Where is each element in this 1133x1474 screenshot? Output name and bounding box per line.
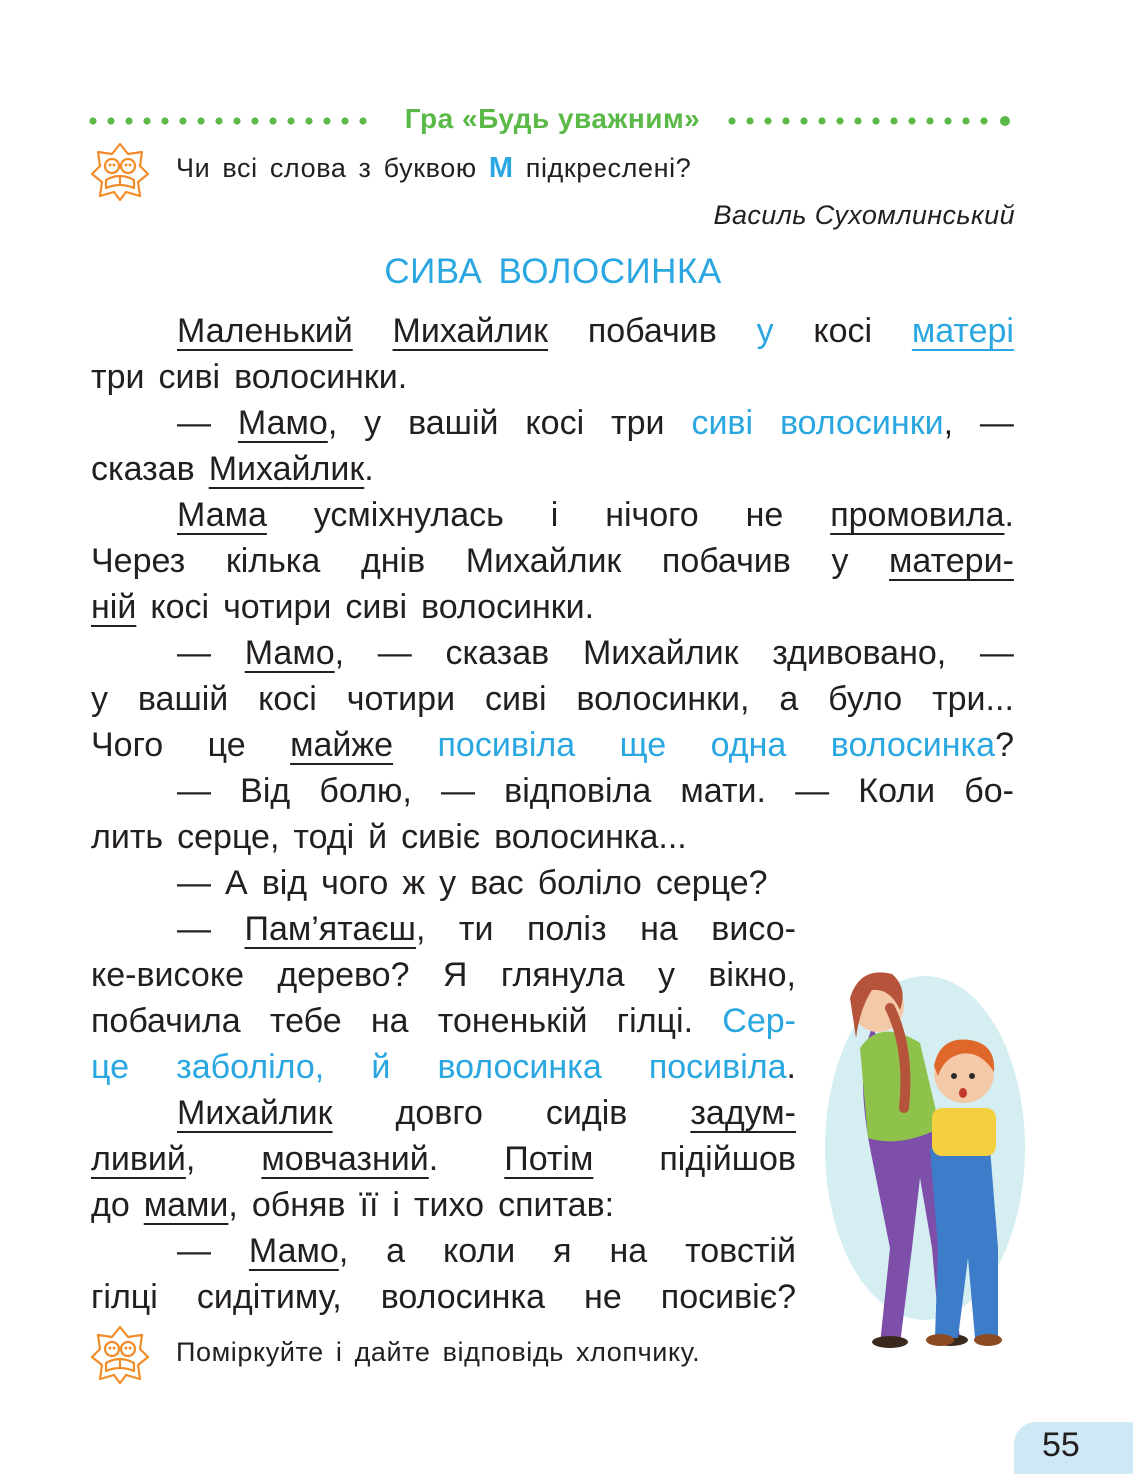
story-word: сидів [545,1094,628,1132]
story-word: вашій [137,680,229,718]
story-word: тихо [413,1186,485,1224]
story-word: спитав: [498,1186,615,1224]
story-word: лить [91,818,164,856]
story-title: СИВА ВОЛОСИНКА [384,252,722,291]
story-word: , [415,910,426,948]
story-word: до [91,1186,130,1224]
story-word: чотири [346,680,456,718]
story-line [91,492,1014,538]
story-word: Я [442,956,468,994]
story-word: посивіла [437,726,576,764]
story-line [91,1136,796,1182]
story-word: тебе [269,1002,342,1040]
story-word: сидітиму, [196,1278,342,1316]
story-word: ? [995,726,1014,764]
story-word: косі [258,680,317,718]
story-word: Потім [504,1140,594,1178]
story-word: три... [932,680,1014,718]
story-word: Від [240,772,291,810]
task-suffix: підкреслені? [525,153,692,183]
story-word: — [377,634,412,672]
story-word: ке-високе [91,956,244,994]
story-word: волосинка [380,1278,545,1316]
story-word: мовчазний [261,1140,429,1178]
story-word: сиві [484,680,547,718]
story-word: боліло [537,864,642,902]
story-word: волосинки. [234,358,408,396]
story-word: Мамо [244,634,335,672]
story-word: заболіло, [176,1048,325,1086]
story-word: гілці. [616,1002,694,1040]
story-word: , [338,1232,349,1270]
story-line [91,584,1014,630]
story-line [91,538,1014,584]
story-word: це [207,726,246,764]
story-word: мати. [680,772,766,810]
story-word: три [611,404,665,442]
story-word: . [786,1048,796,1086]
story-word: це [91,1048,130,1086]
story-line [91,1274,796,1320]
story-word: її [359,1186,379,1224]
story-word: Чого [91,726,164,764]
story-word: Мамо [237,404,328,442]
story-word: серце? [655,864,768,902]
story-line [91,722,1014,768]
story-word: від [261,864,308,902]
story-word: не [584,1278,622,1316]
story-word: косі [525,404,585,442]
story-word: сиві [691,404,754,442]
story-word: сивіє [401,818,481,856]
story-word: у [439,864,457,902]
story-line [91,906,796,952]
story-word: на [370,1002,409,1040]
story-word: глянула [500,956,625,994]
story-word: кілька [225,542,321,580]
story-word: побачила [91,1002,241,1040]
dotted-rule-right [727,111,1019,131]
story-word: вікно, [708,956,796,994]
story-word: волосинка [437,1048,602,1086]
story-word: обняв [251,1186,346,1224]
children-reading-icon [90,1325,150,1385]
story-word: вас [470,864,524,902]
story-word: сказав [91,450,195,488]
story-line [91,952,796,998]
dotted-rule-left [88,111,378,131]
story-line [91,308,1014,354]
story-word: коли [443,1232,516,1270]
story-word: висо- [711,910,796,948]
story-word: Мама [177,496,267,534]
story-word: довго [395,1094,483,1132]
story-word: посивіла [648,1048,787,1086]
story-word: ще [619,726,667,764]
story-word: у [364,404,382,442]
story-line [91,1228,796,1274]
story-word: не [745,496,784,534]
story-word: сказав [445,634,550,672]
story-word: я [553,1232,572,1270]
story-word: бо- [964,772,1014,810]
story-word: побачив [587,312,717,350]
story-word: . [428,1140,439,1178]
story-word: Михайлик [465,542,622,580]
story-word: а [386,1232,406,1270]
story-word: на [640,910,678,948]
story-word: одна [710,726,787,764]
story-word: Михайлик [177,1094,333,1132]
story-word: сиві [345,588,408,626]
story-line [91,676,1014,722]
story-word: Через [91,542,186,580]
story-word: , [228,1186,238,1224]
story-word: Пам’ятаєш [244,910,416,948]
story-word: задум- [690,1094,796,1132]
story-word: , [334,634,345,672]
story-line [91,446,1014,492]
story-word: — [795,772,830,810]
story-word: матери- [889,542,1014,580]
story-word: тоді [293,818,355,856]
story-word: усміхнулась [313,496,504,534]
story-word: Маленький [177,312,353,350]
footer-task: Поміркуйте і дайте відповідь хлопчику. [176,1337,701,1367]
game-title: Гра «Будь уважним» [404,103,701,134]
story-word: нічого [605,496,699,534]
story-word: — [979,404,1014,442]
story-word: вашій [408,404,499,442]
story-word: майже [290,726,394,764]
story-word: — [979,634,1014,672]
story-word: Михайлик [582,634,739,672]
story-word: — [440,772,475,810]
story-word: й [371,1048,391,1086]
story-line [91,1044,796,1090]
story-word: було [828,680,903,718]
story-word: болю, [319,772,412,810]
children-reading-icon [90,142,150,202]
story-line [91,998,796,1044]
task-letter: М [488,152,514,184]
story-word: , [185,1140,196,1178]
story-word: волосинки. [421,588,595,626]
story-word: дерево? [277,956,410,994]
story-line [91,1090,796,1136]
story-word: підійшов [659,1140,796,1178]
story-word: гілці [91,1278,158,1316]
story-line [91,860,1014,906]
task-question [176,152,691,185]
story-word: відповіла [504,772,652,810]
story-word: волосинки, [576,680,750,718]
story-word: . [364,450,374,488]
story-word: Михайлик [208,450,365,488]
story-word: і [392,1186,400,1224]
mother-and-son-illustration [820,948,1030,1368]
story-word: ливий [91,1140,186,1178]
story-word: на [609,1232,648,1270]
story-word: косі [150,588,210,626]
story-word: мами [143,1186,229,1224]
story-word: днів [360,542,426,580]
story-word: ж [402,864,426,902]
story-word: — [177,864,211,902]
story-word: — [177,634,211,672]
story-word: волосинка [830,726,996,764]
story-word: волосинки [779,404,944,442]
story-word: у [831,542,849,580]
story-word: косі [813,312,873,350]
story-word: товстій [685,1232,796,1270]
story-word: ти [458,910,494,948]
author: Василь Сухомлинський [713,200,1015,230]
story-word: волосинка... [494,818,687,856]
story-word: чотири [223,588,332,626]
story-line [91,814,1014,860]
story-word: у [91,680,108,718]
story-word: сиві [158,358,221,396]
story-word: — [177,1232,211,1270]
story-line [91,354,1014,400]
story-word: серце, [177,818,280,856]
story-line [91,768,1014,814]
story-word: промовила [830,496,1005,534]
story-line [91,400,1014,446]
story-word: — [177,910,211,948]
story-word: . [1004,496,1014,534]
story-word: й [368,818,388,856]
story-word: у [756,312,774,350]
story-word: , [943,404,954,442]
story-word: Коли [858,772,936,810]
story-word: у [657,956,675,994]
story-word: — [177,772,211,810]
story-word: тоненькій [437,1002,588,1040]
story-word: поліз [527,910,607,948]
story-word: три [91,358,145,396]
story-line [91,630,1014,676]
story-word: побачив [661,542,791,580]
story-word: Михайлик [392,312,549,350]
story-word: чого [321,864,389,902]
page-number: 55 [1042,1426,1080,1464]
story-word: а [779,680,799,718]
story-word: Сер- [722,1002,796,1040]
story-word: , [327,404,338,442]
story-word: посивіє? [660,1278,796,1316]
story-word: і [550,496,559,534]
story-word: Мамо [248,1232,339,1270]
story-line [91,1182,796,1228]
story-word: А [225,864,248,902]
story-word: — [177,404,211,442]
task-prefix: Чи всі слова з буквою [176,153,477,183]
story-word: матері [911,312,1014,350]
story-word: здивовано, [772,634,947,672]
story-word: ній [91,588,137,626]
